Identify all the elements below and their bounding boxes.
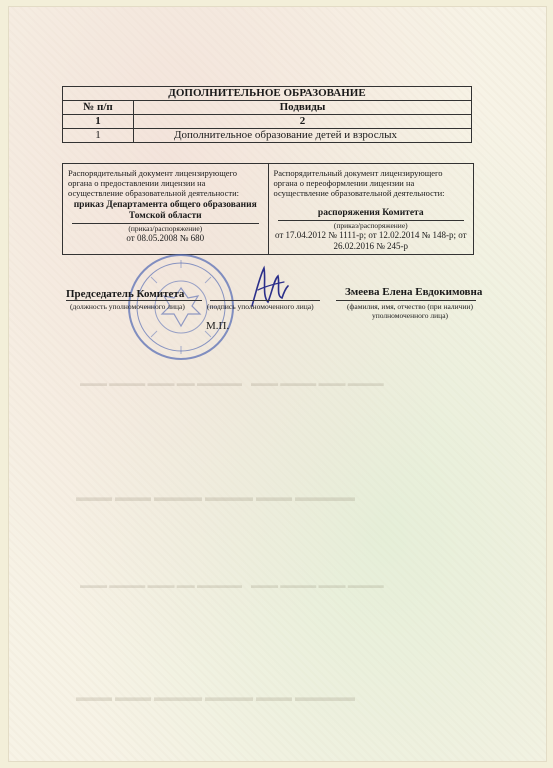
name-caption: (фамилия, имя, отчество (при наличии) уполномоченного лица): [347, 302, 473, 320]
col-header-number: № п/п: [63, 101, 134, 115]
license-documents: [62, 163, 474, 255]
reissue-document: [268, 164, 474, 254]
signature-caption: (подпись уполномоченного лица): [207, 302, 314, 311]
issue-document-heading: Распорядительный документ лицензирующего органа о предоставлении лицензии на осуществление образовательной деятельности:: [68, 168, 240, 198]
reissue-document-type-note: (приказ/распоряжение): [333, 221, 408, 230]
bleed-through-text: ▬▬▬ ▬▬▬ ▬▬▬▬ ▬▬▬▬ ▬▬▬ ▬▬▬▬▬: [76, 490, 355, 504]
divider: [210, 300, 320, 301]
bleed-through-text: ▬▬▬ ▬▬▬ ▬▬▬▬ ▬▬▬▬ ▬▬▬ ▬▬▬▬▬: [76, 690, 355, 704]
bleed-through-text: ▬▬▬ ▬▬▬▬ ▬▬▬ ▬▬ ▬▬▬▬▬ ▬▬▬ ▬▬▬▬ ▬▬▬ ▬▬▬▬: [80, 378, 384, 388]
reissue-document-date: от 17.04.2012 № 1111-р; от 12.02.2014 № 148-р; от 26.02.2016 № 245-р: [274, 230, 467, 251]
issue-document-name: приказ Департамента общего образования Томской области: [73, 200, 257, 221]
table-title: ДОПОЛНИТЕЛЬНОЕ ОБРАЗОВАНИЕ: [63, 87, 472, 101]
bleed-through-text: ▬▬▬ ▬▬▬▬ ▬▬▬ ▬▬ ▬▬▬▬▬ ▬▬▬ ▬▬▬▬ ▬▬▬ ▬▬▬▬: [80, 580, 384, 590]
divider: [66, 300, 202, 301]
issue-document-type-note: (приказ/распоряжение): [128, 224, 203, 233]
row-subtype: Дополнительное образование детей и взрослых: [134, 129, 472, 143]
issue-document: [63, 164, 268, 254]
subtypes-table: [62, 86, 472, 143]
col-header-subtypes: Подвиды: [134, 101, 472, 115]
reissue-document-name: распоряжения Комитета: [317, 208, 424, 218]
signatory-name: Змеева Елена Евдокимовна: [345, 286, 483, 298]
reissue-document-heading: Распорядительный документ лицензирующего органа о переоформлении лицензии на осуществление образовательной деятельности:: [273, 168, 445, 198]
signatory-position: Председатель Комитета: [66, 288, 185, 300]
divider: [336, 300, 476, 301]
row-number: 1: [63, 129, 134, 143]
col-number-1: 1: [63, 115, 134, 129]
col-number-2: 2: [134, 115, 472, 129]
table-row: [63, 129, 472, 143]
issue-document-date: от 08.05.2008 № 680: [126, 233, 205, 243]
seal-place-label: М.П.: [206, 320, 230, 332]
position-caption: (должность уполномоченного лица): [70, 302, 185, 311]
